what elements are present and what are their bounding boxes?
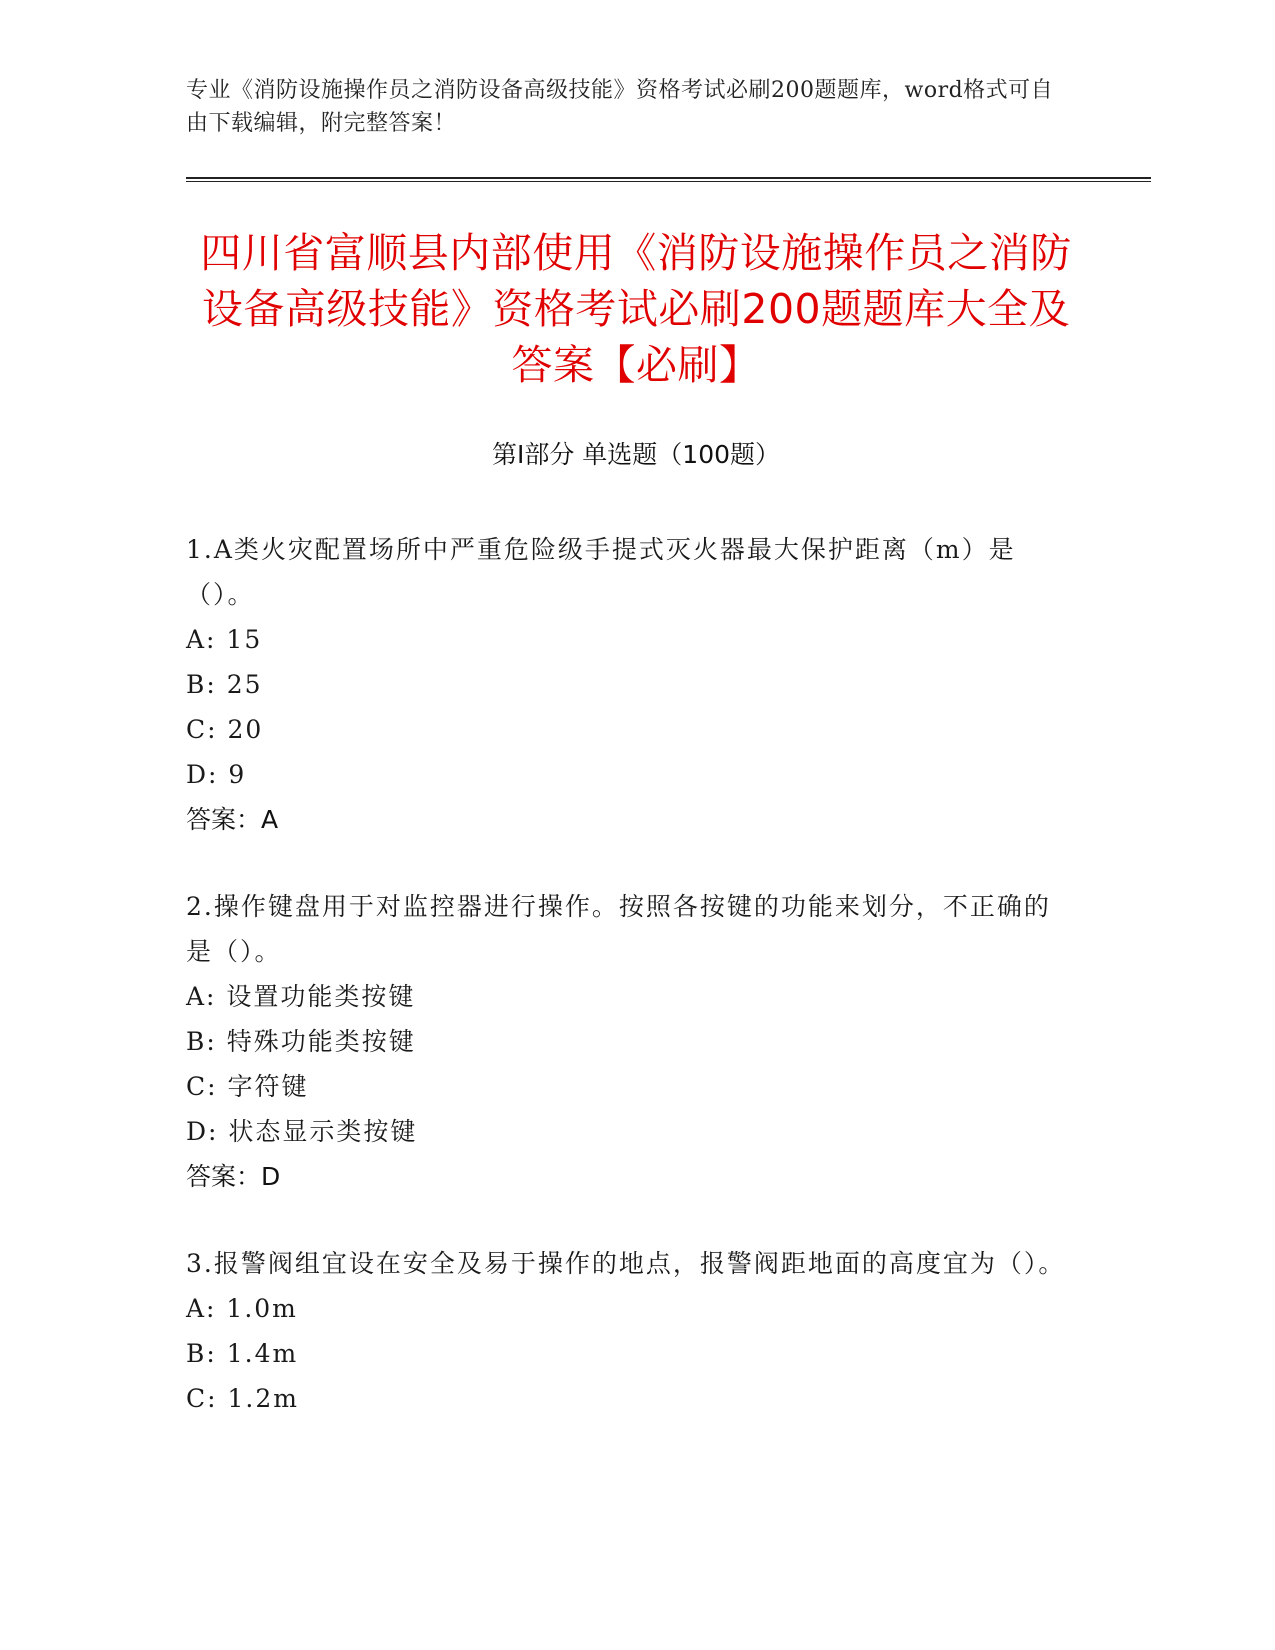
question-3 <box>186 1241 1066 1421</box>
option-c: C: 1.2m <box>186 1384 299 1413</box>
option-a: A: 15 <box>186 625 263 654</box>
document-title: 四川省富顺县内部使用《消防设施操作员之消防设备高级技能》资格考试必刷200题题库大全及答案【必刷】 <box>200 229 1072 389</box>
question-stem: 3.报警阀组宜设在安全及易于操作的地点，报警阀距地面的高度宜为（）。 <box>186 1249 1066 1278</box>
question-list <box>186 527 1066 1463</box>
question-2 <box>186 884 1066 1199</box>
option-d: D: 9 <box>186 760 247 789</box>
question-stem: 1.A类火灾配置场所中严重危险级手提式灭火器最大保护距离（m）是（）。 <box>186 535 1016 609</box>
option-c: C: 20 <box>186 715 264 744</box>
option-a: A: 1.0m <box>186 1294 298 1323</box>
question-stem: 2.操作键盘用于对监控器进行操作。按照各按键的功能来划分，不正确的是（）。 <box>186 892 1051 966</box>
header-rule-thin <box>186 181 1151 182</box>
option-b: B: 特殊功能类按键 <box>186 1027 416 1056</box>
question-1 <box>186 527 1066 842</box>
option-a: A: 设置功能类按键 <box>186 982 416 1011</box>
header-note: 专业《消防设施操作员之消防设备高级技能》资格考试必刷200题题库，word格式可自由下载编辑，附完整答案！ <box>186 78 1054 136</box>
option-b: B: 1.4m <box>186 1339 299 1368</box>
answer: 答案：D <box>186 1162 281 1191</box>
option-b: B: 25 <box>186 670 263 699</box>
answer: 答案：A <box>186 805 279 834</box>
option-c: C: 字符键 <box>186 1072 309 1101</box>
header-rule-thick <box>186 177 1151 179</box>
section-title: 第Ⅰ部分 单选题（100题） <box>491 440 781 469</box>
option-d: D: 状态显示类按键 <box>186 1117 418 1146</box>
